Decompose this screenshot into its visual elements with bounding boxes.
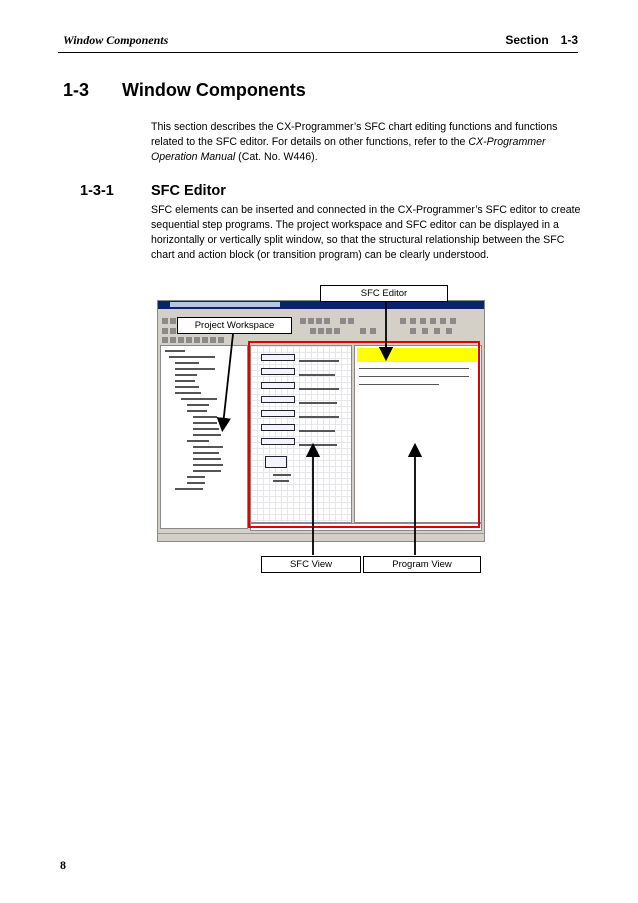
subsection-paragraph: SFC elements can be inserted and connected in the CX-Programmer’s SFC editor to create sequential step programs. The project workspace and SFC editor can be displayed in a horizontally or vertically split window, so that the structural relationship between the SFC chart and action block (or transition program) can be clearly understood. [151, 204, 581, 261]
subsection-title: SFC Editor [151, 183, 226, 199]
callout-program-view: Program View [363, 556, 481, 573]
page-number: 8 [60, 858, 66, 872]
section-label: Section [505, 33, 549, 47]
running-header-title: Window Components [63, 33, 169, 47]
intro-text-end: (Cat. No. W446). [235, 151, 318, 163]
callout-sfc-view: SFC View [261, 556, 361, 573]
section-number-heading: 1-3 [63, 80, 90, 100]
manual-title: CX-Programmer Operation Manual [151, 136, 546, 163]
callout-project-workspace: Project Workspace [177, 317, 292, 334]
section-title: Window Components [122, 80, 306, 100]
callout-sfc-editor: SFC Editor [320, 285, 448, 302]
intro-text: This section describes the CX-Programmer’s SFC chart editing functions and functions related to the SFC editor. For details on other functions, refer to the [151, 121, 558, 148]
subsection-number: 1-3-1 [80, 183, 114, 199]
arrow-project-workspace [223, 334, 233, 425]
section-number: 1-3 [560, 33, 578, 47]
